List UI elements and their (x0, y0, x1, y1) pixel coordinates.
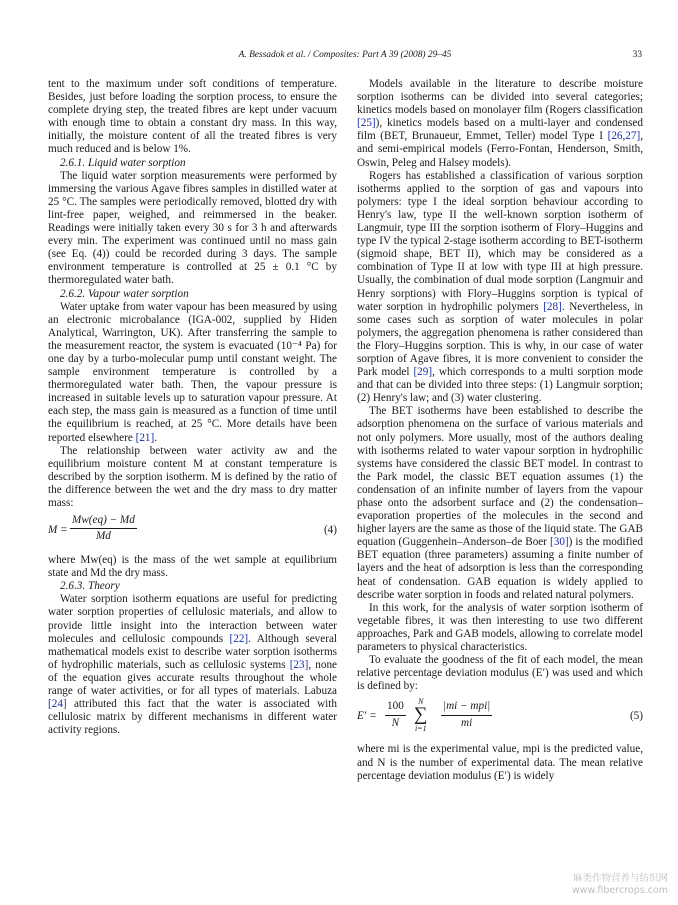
coefficient-numerator: 100 (385, 700, 406, 715)
paragraph: tent to the maximum under soft conditions of temperature. Besides, just before loading the sorption process, to ensure the complete drying step, the treated fibres are kept under vacuum with enough time to obtain a constant dry mass. In this way, initially, the moisture content of all the treated fibres is very much reduced and is below 1%. (48, 78, 337, 156)
paragraph (357, 405, 643, 601)
equation-lhs: M = (48, 524, 68, 537)
citation-link[interactable]: [29] (413, 366, 433, 379)
summation-upper-limit: N (418, 697, 424, 707)
right-column (357, 78, 643, 783)
paragraph-text: ), kinetics models based on a multi-layer and condensed film (BET, Brunaueur, Emmet, Teller) model Type I (357, 117, 643, 143)
watermark-line: 麻类作物营养与纺织网 (572, 873, 668, 884)
paragraph: In this work, for the analysis of water sorption isotherm of vegetable fibres, it was then interesting to use two different approaches, Park and GAB models, allowing to correlate model parameters to physical characteristics. (357, 601, 643, 654)
equation-fraction (70, 514, 137, 543)
equation-fraction (441, 700, 492, 729)
citation-link[interactable]: [23] (289, 658, 309, 671)
citation-link[interactable]: [22] (229, 632, 249, 645)
equation-number: (5) (629, 710, 643, 723)
equation-coefficient (385, 700, 406, 729)
paragraph (357, 78, 643, 170)
section-heading-2-6-3: 2.6.3. Theory (60, 580, 120, 593)
paragraph-text: Rogers has established a classification of various sorption isotherms applied to the sorption of gas and vapours into polymers: type I the ideal sorption behaviour according to Henry's law, type II the well-known sorption isotherm of Langmuir, type III the sorption isotherm of Flory–Huggins and type IV the typical 2-stage isotherm according to BET-isotherm (sigmoid shape, BET II), which may be considered as a combination of Type II at low with type III at high pressure. Usually, the combination of dual mode sorption (Langmuir and Henry sorptions) with Flory–Huggins sorption is typical of water sorption in hydrophilic polymers (357, 169, 643, 313)
paragraph-text: , none of the equation gives accurate results throughout the whole range of water activities, or for all types of materials. Labuza (48, 658, 338, 698)
paragraph (48, 593, 337, 737)
paragraph: To evaluate the goodness of the fit of each model, the mean relative percentage deviation modulus (E′) was used and which is defined by: (357, 654, 643, 693)
left-column (48, 78, 337, 737)
equation-number: (4) (323, 524, 337, 537)
paragraph-text: , which corresponds to a multi sorption mode and that can be divided into three steps: (1) Langmuir sorption; (2) Henry's law; and (3) water clustering. (357, 366, 643, 405)
section-heading-2-6-2: 2.6.2. Vapour water sorption (60, 287, 189, 300)
sigma-glyph: ∑ (414, 704, 428, 726)
paragraph-text: Water sorption isotherm equations are useful for predicting water sorption properties of cellulosic materials, and allow to provide little insight into the interaction between water molecules and cellulosic compounds (48, 593, 337, 645)
running-title: A. Bessadok et al. / Composites: Part A 39 (2008) 29–45 (238, 50, 452, 60)
equation-4 (48, 514, 337, 548)
paragraph: where mi is the experimental value, mpi is the predicted value, and N is the number of experimental data. The mean relative percentage deviation modulus (E′) is widely (357, 743, 643, 782)
paragraph-text: , and semi-empirical models (Ferro-Fontan, Henderson, Smith, Oswin, Peleg and Halsey models). (357, 130, 644, 169)
paragraph-text: . (154, 431, 158, 444)
coefficient-denominator: N (391, 716, 400, 729)
paragraph-text: Water uptake from water vapour has been measured by using an electronic microbalance (IGA-002, supplied by Hiden Analytical, Warrington, UK). After transferring the sample to the measurement reactor, the system is evacuated (10⁻⁴ Pa) for one day by a turbo-molecular pump until constant weight. The sample environment temperature is controlled by a thermoregulated water bath. Then, the vapour pressure is increased in suitable levels up to saturation vapour pressure. At each step, the mass gain is measured as a function of time until the equilibrium is reached, at 25 °C. More details have been reported elsewhere (48, 300, 337, 444)
paragraph: The liquid water sorption measurements were performed by immersing the various Agave fibres samples in distilled water at 25 °C. The samples were periodically removed, blotted dry with lint-free paper, weighed, and reimmersed in the beaker. Readings were initially taken every 30 s for 3 h and afterwards every min. The experiment was continued until no mass gain (see Eq. (4)) could be recorded during 3 days. The sample environment temperature is controlled at 25 ± 0.1 °C by thermoregulated water bath. (48, 169, 337, 287)
citation-link[interactable]: [26,27] (607, 130, 641, 143)
citation-link[interactable]: [25] (357, 117, 376, 130)
paragraph (357, 170, 643, 406)
citation-link[interactable]: [21] (135, 431, 155, 444)
paragraph-text: attributed this fact that the water is associated with cellulosic matrix by different mechanisms in different water activity regions. (48, 698, 337, 737)
paragraph-text: . Although several mathematical models exist to describe water sorption isotherms of hydrophilic materials, such as cellulosic systems (48, 632, 338, 671)
site-watermark (572, 873, 668, 897)
summation-symbol (414, 697, 428, 733)
citation-link[interactable]: [28] (543, 300, 562, 313)
paragraph (48, 301, 337, 445)
equation-denominator: Md (95, 530, 111, 543)
equation-lhs: E′ = (357, 710, 377, 723)
watermark-url: www.fibercrops.com (571, 885, 668, 896)
running-header (48, 50, 642, 64)
paragraph: The relationship between water activity aw and the equilibrium moisture content M at constant temperature is described by the sorption isotherm. M is defined by the ratio of the difference between the wet and the dry mass to dry matter mass: (48, 444, 337, 509)
citation-link[interactable]: [24] (48, 698, 67, 711)
section-heading-2-6-1: 2.6.1. Liquid water sorption (60, 156, 186, 169)
paragraph-text: The BET isotherms have been established to describe the adsorption phenomena on the surface of various materials and not only polymers. More usually, most of the authors dealing with isotherms related to water vapour sorption in hydrophilic systems have considered the classic BET model. In contrast to the Park model, the classic BET equation assumes (1) the condensation of an infinite number of layers from the vapour phase onto the adsorbent surface and (2) the condensation–evaporation properties of the molecules in the second and higher layers are the same as those of the liquid state. The GAB equation (Guggenhein–Anderson–de Boer (357, 405, 643, 549)
equation-numerator: |mi − mpi| (441, 700, 492, 715)
paragraph: where Mw(eq) is the mass of the wet sample at equilibrium state and Md the dry mass. (48, 554, 337, 580)
paragraph-text: Models available in the literature to describe moisture sorption isotherms can be divided into several categories; kinetics models based on monolayer film (Rogers classification (357, 78, 643, 117)
equation-numerator: Mw(eq) − Md (70, 514, 137, 529)
paragraph-text: ) is the modified BET equation (three parameters) assuming a finite number of layers and the heat of adsorption is less than the corresponding heat of condensation. GAB equation is widely applied to describe water sorption in foods and related natural polymers. (357, 536, 643, 601)
page-number: 33 (632, 50, 642, 60)
citation-link[interactable]: [30] (550, 536, 569, 549)
equation-denominator: mi (461, 716, 473, 729)
paragraph-text: . Nevertheless, in some cases such as sorption of water molecules in polar polymers, the aggregation phenomena is rather considered than the Flory–Huggins sorption. This is why, in our case of water sorption of Agave fibres, it is more convenient to consider the Park model (357, 300, 644, 379)
equation-5 (357, 697, 643, 737)
summation-lower-limit: i=1 (414, 724, 427, 734)
